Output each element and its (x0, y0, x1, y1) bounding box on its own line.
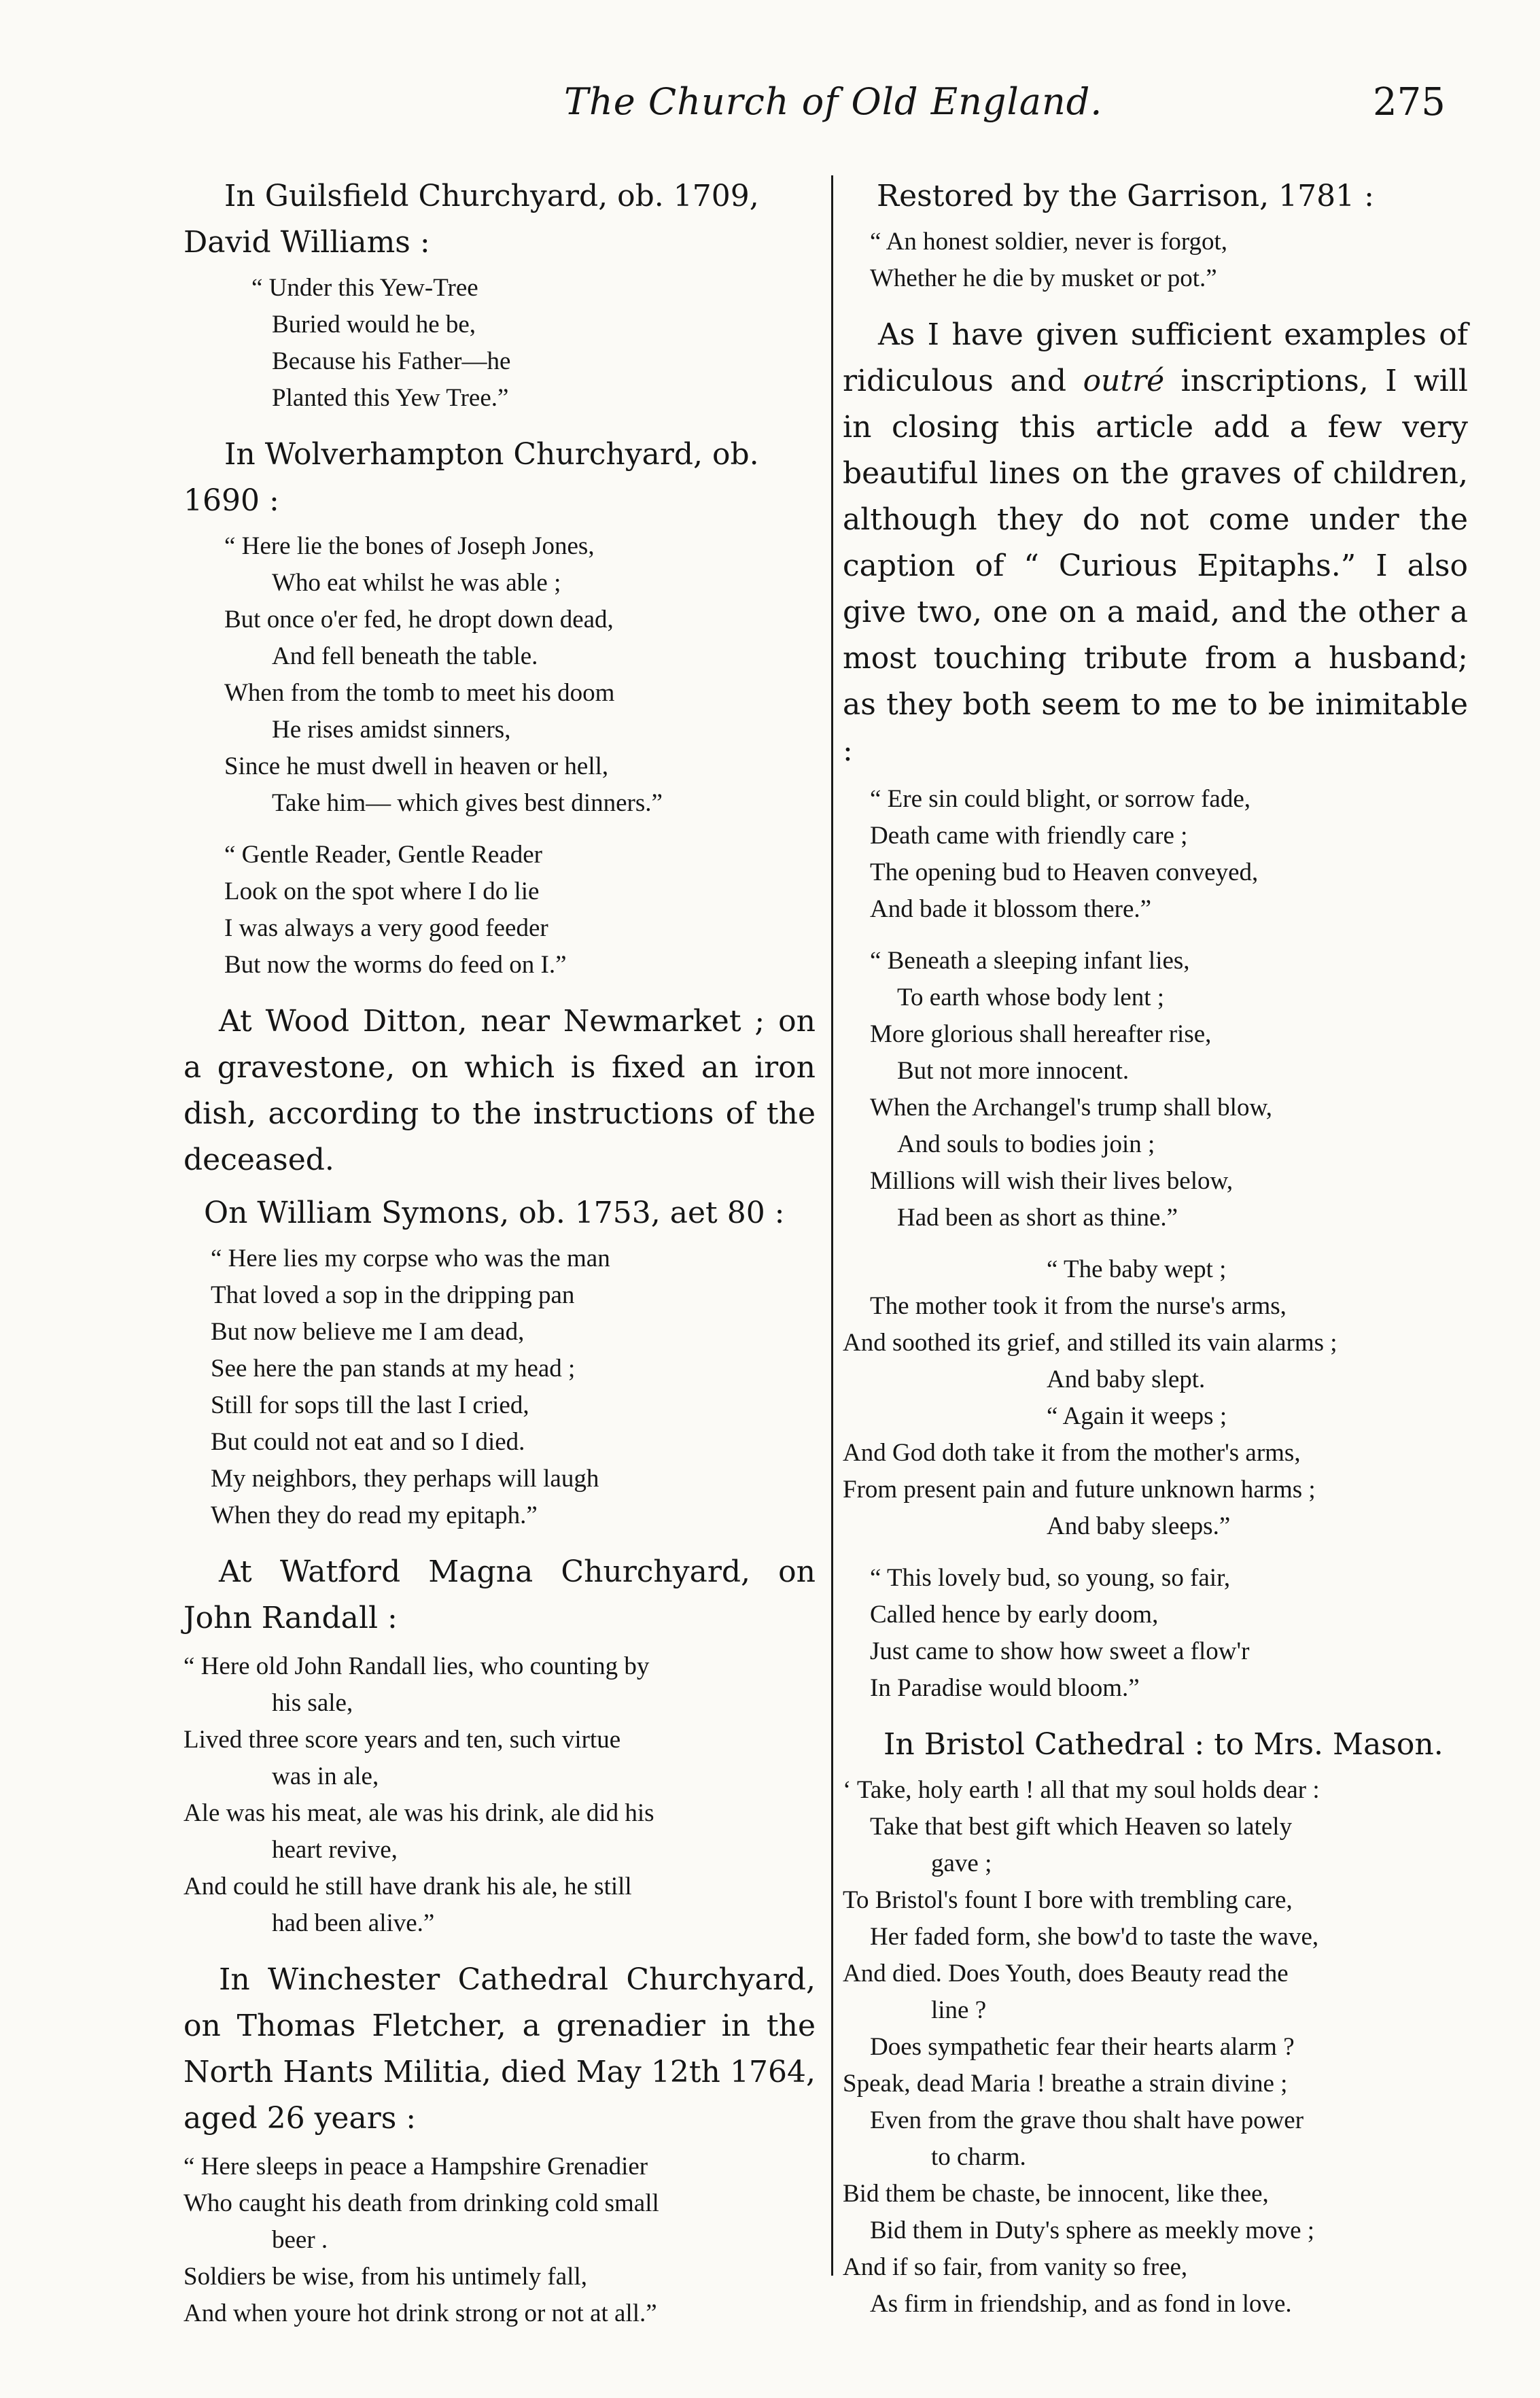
verse-line: And baby sleeps.” (1047, 1512, 1231, 1540)
verse-line: From present pain and future unknown harms ; (843, 1476, 1316, 1504)
verse-line: He rises amidst sinners, (272, 716, 511, 744)
paragraph-text: As I have given sufficient examples of ridiculous and (843, 317, 1468, 398)
verse-line: In Paradise would bloom.” (870, 1674, 1140, 1702)
verse-line: “ The baby wept ; (1047, 1255, 1227, 1283)
verse-line: Lived three score years and ten, such virtue (183, 1726, 621, 1754)
heading-line: Restored by the Garrison, 1781 : (877, 179, 1374, 213)
verse-line: The mother took it from the nurse's arms, (870, 1292, 1287, 1320)
verse-line: had been alive.” (272, 1909, 435, 1937)
verse-line: Planted this Yew Tree.” (272, 384, 509, 412)
epitaph-heading-garrison (843, 173, 1468, 220)
verse-line: And baby slept. (1047, 1366, 1206, 1393)
verse-line: Look on the spot where I do lie (224, 877, 540, 905)
verse-line: Who caught his death from drinking cold small (183, 2189, 659, 2217)
paragraph-watford-magna: At Watford Magna Churchyard, on John Randall : (183, 1554, 816, 1635)
verse-line: To earth whose body lent ; (897, 984, 1165, 1011)
verse-line: And when youre hot drink strong or not at all.” (183, 2299, 657, 2327)
paragraph-wood-ditton: At Wood Ditton, near Newmarket ; on a gravestone, on which is fixed an iron dish, according to the instructions of the deceased. (183, 1004, 816, 1177)
verse-line: And fell beneath the table. (272, 642, 538, 670)
verse-line: Ale was his meat, ale was his drink, ale did his (183, 1799, 654, 1827)
verse-line: line ? (931, 1996, 987, 2024)
verse-line: gave ; (931, 1849, 992, 1877)
column-divider (831, 175, 833, 2276)
verse-line: Soldiers be wise, from his untimely fall, (183, 2263, 587, 2291)
verse-line: To Bristol's fount I bore with trembling care, (843, 1886, 1293, 1914)
verse-line: The opening bud to Heaven conveyed, (870, 858, 1259, 886)
verse-line: Does sympathetic fear their hearts alarm ? (870, 2033, 1295, 2061)
verse-line: My neighbors, they perhaps will laugh (211, 1465, 599, 1493)
verse-line: his sale, (272, 1689, 353, 1717)
paragraph-text: inscriptions, I will in closing this article add a few very beautiful lines on the graves of children, although they do not come under the caption of “ Curious Epitaphs.” I also give two, one on a maid, and the other a most touching tribute from a husband; as they both seem to me to be inimitable : (843, 364, 1468, 768)
verse-line: When from the tomb to meet his doom (224, 679, 615, 707)
heading-line: In Guilsfield Churchyard, ob. 1709, (224, 179, 759, 213)
page-number: 275 (1373, 80, 1446, 124)
verse-line: Even from the grave thou shalt have power (870, 2106, 1304, 2134)
epitaph-verse (843, 1560, 1468, 1707)
epitaph-verse (183, 1648, 816, 1942)
verse-line: Who eat whilst he was able ; (272, 569, 561, 597)
verse-line: Whether he die by musket or pot.” (870, 264, 1217, 292)
verse-line: to charm. (931, 2143, 1026, 2171)
verse-line: And could he still have drank his ale, he still (183, 1873, 632, 1900)
verse-line: was in ale, (272, 1762, 379, 1790)
verse-line: And died. Does Youth, does Beauty read the (843, 1960, 1289, 1987)
epitaph-heading-wolverhampton (183, 432, 816, 524)
verse-line: Death came with friendly care ; (870, 822, 1188, 850)
italic-word: outré (1083, 364, 1165, 398)
heading-line: 1690 : (183, 483, 279, 518)
epitaph-verse (183, 1240, 816, 1534)
heading-line: In Wolverhampton Churchyard, ob. (224, 437, 759, 472)
epitaph-verse (183, 2149, 816, 2332)
verse-line: “ Beneath a sleeping infant lies, (870, 947, 1190, 975)
verse-line: “ Here sleeps in peace a Hampshire Grenadier (183, 2153, 648, 2180)
epitaph-heading-guilsfield (183, 173, 816, 266)
verse-line: And souls to bodies join ; (897, 1130, 1155, 1158)
verse-line: Take him— which gives best dinners.” (272, 789, 663, 817)
verse-line: “ Under this Yew-Tree (251, 274, 478, 302)
epitaph-verse (843, 781, 1468, 928)
verse-line: Buried would he be, (272, 311, 476, 338)
verse-line: Take that best gift which Heaven so lately (870, 1813, 1293, 1841)
verse-line: But could not eat and so I died. (211, 1428, 525, 1456)
verse-line: Had been as short as thine.” (897, 1204, 1178, 1232)
heading-line: In Bristol Cathedral : to Mrs. Mason. (883, 1727, 1443, 1762)
right-column (843, 173, 1468, 2338)
verse-line: But once o'er fed, he dropt down dead, (224, 606, 614, 633)
verse-line: “ Again it weeps ; (1047, 1402, 1227, 1430)
heading-line: David Williams : (183, 225, 430, 260)
running-header-title: The Church of Old England. (564, 80, 1103, 123)
left-column (183, 173, 816, 2347)
verse-line: And if so fair, from vanity so free, (843, 2253, 1188, 2281)
epitaph-verse (183, 837, 816, 984)
verse-line: And bade it blossom there.” (870, 895, 1152, 923)
verse-line: Bid them be chaste, be innocent, like thee, (843, 2180, 1269, 2208)
verse-line: Still for sops till the last I cried, (211, 1391, 529, 1419)
paragraph-winchester: In Winchester Cathedral Churchyard, on Thomas Fletcher, a grenadier in the North Hants Militia, died May 12th 1764, aged 26 years : (183, 1962, 816, 2136)
verse-line: But now believe me I am dead, (211, 1318, 525, 1346)
verse-line: When they do read my epitaph.” (211, 1501, 538, 1529)
verse-line: Since he must dwell in heaven or hell, (224, 752, 609, 780)
verse-line: More glorious shall hereafter rise, (870, 1020, 1212, 1048)
verse-line: Her faded form, she bow'd to taste the wave, (870, 1923, 1319, 1951)
epitaph-verse (843, 1772, 1468, 2323)
verse-line: See here the pan stands at my head ; (211, 1355, 576, 1383)
epitaph-verse (183, 270, 816, 417)
verse-line: Called hence by early doom, (870, 1601, 1159, 1629)
epitaph-verse (843, 1251, 1468, 1545)
verse-line: “ Here old John Randall lies, who counting by (183, 1652, 650, 1680)
heading-line: On William Symons, ob. 1753, aet 80 : (204, 1196, 785, 1230)
verse-line: “ This lovely bud, so young, so fair, (870, 1564, 1231, 1592)
verse-line: Just came to show how sweet a flow'r (870, 1637, 1250, 1665)
epitaph-verse (843, 943, 1468, 1236)
verse-line: And soothed its grief, and stilled its vain alarms ; (843, 1329, 1337, 1357)
verse-line: Speak, dead Maria ! breathe a strain divine ; (843, 2070, 1288, 2098)
verse-line: “ Gentle Reader, Gentle Reader (224, 841, 542, 869)
verse-line: Bid them in Duty's sphere as meekly move ; (870, 2217, 1315, 2244)
verse-line: Because his Father—he (272, 347, 511, 375)
epitaph-heading-symons (183, 1190, 816, 1236)
verse-line: heart revive, (272, 1836, 398, 1864)
verse-line: But not more innocent. (897, 1057, 1130, 1085)
verse-line: As firm in friendship, and as fond in love. (870, 2290, 1292, 2318)
epitaph-verse (843, 224, 1468, 297)
epitaph-verse (183, 528, 816, 822)
verse-line: But now the worms do feed on I.” (224, 951, 567, 979)
verse-line: I was always a very good feeder (224, 914, 548, 942)
verse-line: And God doth take it from the mother's arms, (843, 1439, 1301, 1467)
verse-line: That loved a sop in the dripping pan (211, 1281, 575, 1309)
verse-line: beer . (272, 2226, 328, 2254)
verse-line: When the Archangel's trump shall blow, (870, 1094, 1273, 1122)
verse-line: “ Here lies my corpse who was the man (211, 1245, 610, 1272)
epitaph-heading-bristol (843, 1722, 1468, 1768)
verse-line: Millions will wish their lives below, (870, 1167, 1233, 1195)
verse-line: “ Ere sin could blight, or sorrow fade, (870, 785, 1250, 813)
verse-line: ‘ Take, holy earth ! all that my soul holds dear : (843, 1776, 1320, 1804)
verse-line: “ An honest soldier, never is forgot, (870, 228, 1228, 256)
paragraph-closing-intro (843, 312, 1468, 774)
verse-line: “ Here lie the bones of Joseph Jones, (224, 532, 595, 560)
